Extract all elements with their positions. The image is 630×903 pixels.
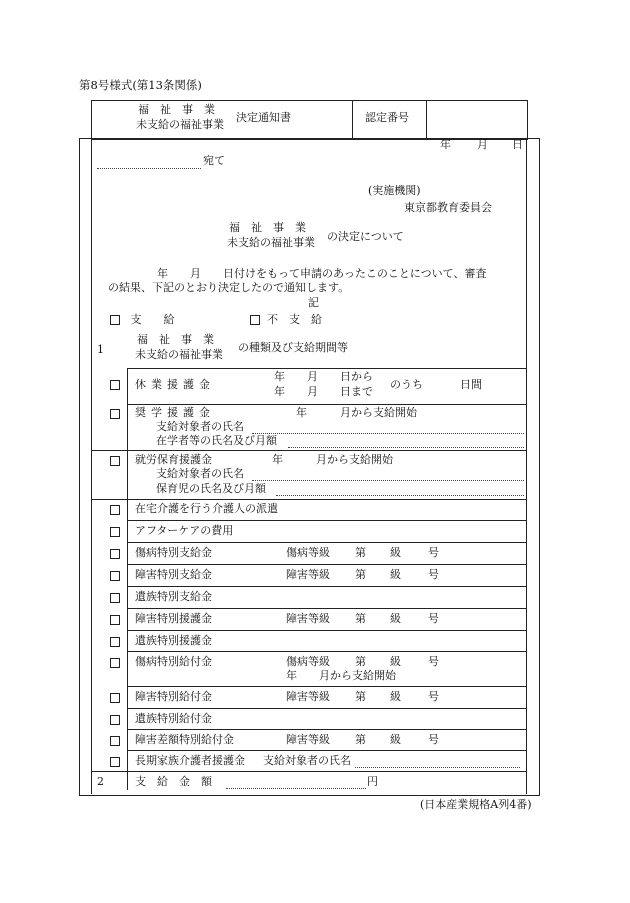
row-rule [127,542,526,543]
long-term-checkbox[interactable] [110,757,120,767]
no-pay-checkbox[interactable] [250,315,260,325]
row-rule [127,520,526,521]
disability-relief-no: 第 [355,612,366,625]
disability-benefit-grade: 障害等級 [286,690,330,703]
sick-special-checkbox-wrap[interactable] [110,548,120,561]
bereaved-benefit-checkbox[interactable] [110,715,120,725]
disability-benefit-no: 第 [355,690,366,703]
amount-line[interactable] [226,788,366,789]
childcare-start: 年 月から支給開始 [272,453,393,466]
row-rule [127,404,526,405]
row-rule [91,771,526,772]
leave-checkbox-wrap[interactable] [110,379,120,392]
addressee-line[interactable] [97,168,201,169]
disability-benefit-kyu: 級 [390,690,401,703]
bereaved-benefit-label: 遺族特別給付金 [135,712,212,725]
leave-from: 年 月 日から [274,370,373,383]
aftercare-checkbox-wrap[interactable] [110,526,120,539]
section1-welfare: 福 祉 事 業 [137,333,214,346]
long-term-name-line[interactable] [355,767,520,768]
long-term-checkbox-wrap[interactable] [110,756,120,769]
scholarship-checkbox[interactable] [110,409,120,419]
sick-special-kyu: 級 [390,546,401,559]
disability-special-grade: 障害等級 [286,568,330,581]
disability-special-checkbox[interactable] [110,571,120,581]
yen-label: 円 [367,775,378,788]
childcare-child-label: 保育児の氏名及び月額 [156,482,266,495]
sick-special-go: 号 [428,546,439,559]
disability-relief-checkbox[interactable] [110,615,120,625]
sick-special-checkbox[interactable] [110,549,120,559]
sick-special-label: 傷病特別支給金 [135,546,212,559]
agency-name: 東京都教育委員会 [404,201,492,214]
row-rule [127,630,526,631]
leave-label: 休業援護金 [135,378,215,391]
disability-diff-grade: 障害等級 [286,733,330,746]
leave-checkbox[interactable] [110,380,120,390]
aftercare-label: アフターケアの費用 [135,524,234,537]
row-rule [127,708,526,709]
form-number: 第8号様式(第13条関係) [79,78,202,92]
footer-note: (日本産業規格A列4番) [420,798,532,811]
row-rule [127,368,526,369]
section1-unpaid: 未支給の福祉事業 [135,348,223,361]
disability-diff-label: 障害差額特別給付金 [135,733,234,746]
scholarship-checkbox-wrap[interactable] [110,408,120,421]
body-line-1: 年 月 日付けをもって申請のあったこのことについて、審査 [157,267,487,280]
disability-special-go: 号 [428,568,439,581]
sick-benefit-start: 年 月から支給開始 [286,669,396,682]
childcare-name-label: 支給対象者の氏名 [156,467,244,480]
disability-special-no: 第 [355,568,366,581]
pay-option[interactable] [110,314,175,327]
cert-number-label: 認定番号 [365,111,409,124]
row-rule [127,750,526,751]
childcare-checkbox[interactable] [110,456,120,466]
title-welfare-work: 福 祉 事 業 [229,221,306,234]
disability-benefit-label: 障害特別給付金 [135,690,212,703]
header-decision-notice: 決定通知書 [236,111,291,124]
row-rule [127,564,526,565]
sick-benefit-kyu: 級 [390,655,401,668]
row-rule [127,586,526,587]
inner-left-rule [91,138,92,794]
section1-suffix: の種類及び支給期間等 [238,341,348,354]
leave-to: 年 月 日まで [274,385,373,398]
bereaved-benefit-checkbox-wrap[interactable] [110,714,120,727]
bereaved-relief-checkbox[interactable] [110,637,120,647]
aftercare-checkbox[interactable] [110,527,120,537]
sick-benefit-label: 傷病特別給付金 [135,655,212,668]
date-day: 日 [512,138,523,151]
home-care-label: 在宅介護を行う介護人の派遣 [135,502,278,515]
item-column-rule [127,368,128,790]
bereaved-relief-label: 遺族特別援護金 [135,634,212,647]
childcare-checkbox-wrap[interactable] [110,455,120,468]
sick-benefit-checkbox-wrap[interactable] [110,657,120,670]
scholarship-start: 年 月から支給開始 [296,406,417,419]
home-care-checkbox[interactable] [110,505,120,515]
disability-benefit-checkbox[interactable] [110,693,120,703]
childcare-child-line[interactable] [276,495,524,496]
header-divider-1 [352,100,353,138]
inner-right-rule [526,138,527,794]
childcare-name-line[interactable] [252,480,524,481]
addressee-suffix: 宛て [203,154,225,167]
bereaved-special-checkbox-wrap[interactable] [110,592,120,605]
title-suffix: の決定について [327,230,404,243]
sick-benefit-checkbox[interactable] [110,658,120,668]
sick-benefit-no: 第 [355,655,366,668]
disability-relief-checkbox-wrap[interactable] [110,614,120,627]
leave-days: 日間 [460,378,482,391]
scholarship-label: 奨学援護金 [135,406,215,419]
sick-benefit-grade: 傷病等級 [286,655,330,668]
disability-special-kyu: 級 [390,568,401,581]
date-year: 年 [440,138,451,151]
disability-relief-kyu: 級 [390,612,401,625]
home-care-checkbox-wrap[interactable] [110,504,120,517]
no-pay-label: 不 支 給 [267,313,322,326]
bereaved-relief-checkbox-wrap[interactable] [110,636,120,649]
header-unpaid-welfare: 未支給の福祉事業 [136,118,224,131]
disability-relief-label: 障害特別援護金 [135,612,212,625]
disability-relief-grade: 障害等級 [286,612,330,625]
header-divider-2 [426,100,427,138]
body-line-2: の結果、下記のとおり決定したので通知します。 [108,281,350,294]
row-rule [91,499,526,500]
ki-label: 記 [308,296,319,309]
disability-diff-no: 第 [355,733,366,746]
disability-diff-go: 号 [428,733,439,746]
agency-label: (実施機関) [368,184,421,197]
section1-number: 1 [97,343,104,356]
scholarship-name-label: 支給対象者の氏名 [156,420,244,433]
disability-diff-checkbox[interactable] [110,736,120,746]
leave-of: のうち [390,378,423,391]
disability-relief-go: 号 [428,612,439,625]
row-rule [127,608,526,609]
scholarship-name-line[interactable] [252,433,524,434]
sick-special-grade: 傷病等級 [286,546,330,559]
long-term-name-label: 支給対象者の氏名 [263,754,351,767]
sick-special-no: 第 [355,546,366,559]
sick-benefit-go: 号 [428,655,439,668]
no-pay-option[interactable] [250,314,322,327]
childcare-label: 就労保育援護金 [135,453,212,466]
header-welfare-work: 福 祉 事 業 [138,103,215,116]
pay-checkbox[interactable] [110,315,120,325]
scholarship-student-line[interactable] [288,447,524,448]
row-rule [127,729,526,730]
disability-diff-kyu: 級 [390,733,401,746]
disability-benefit-go: 号 [428,690,439,703]
date-month: 月 [477,138,488,151]
section2-label: 支 給 金 額 [135,775,212,788]
disability-special-checkbox-wrap[interactable] [110,570,120,583]
disability-diff-checkbox-wrap[interactable] [110,735,120,748]
disability-special-label: 障害特別支給金 [135,568,212,581]
bereaved-special-checkbox[interactable] [110,593,120,603]
long-term-label: 長期家族介護者援護金 [135,754,245,767]
bereaved-special-label: 遺族特別支給金 [135,590,212,603]
pay-label: 支 給 [130,313,175,326]
cert-number-value[interactable] [430,104,522,134]
row-rule [127,651,526,652]
row-rule [127,686,526,687]
row-rule [91,450,526,451]
title-unpaid: 未支給の福祉事業 [227,236,315,249]
scholarship-student-label: 在学者等の氏名及び月額 [156,434,277,447]
disability-benefit-checkbox-wrap[interactable] [110,692,120,705]
section2-number: 2 [97,775,104,788]
